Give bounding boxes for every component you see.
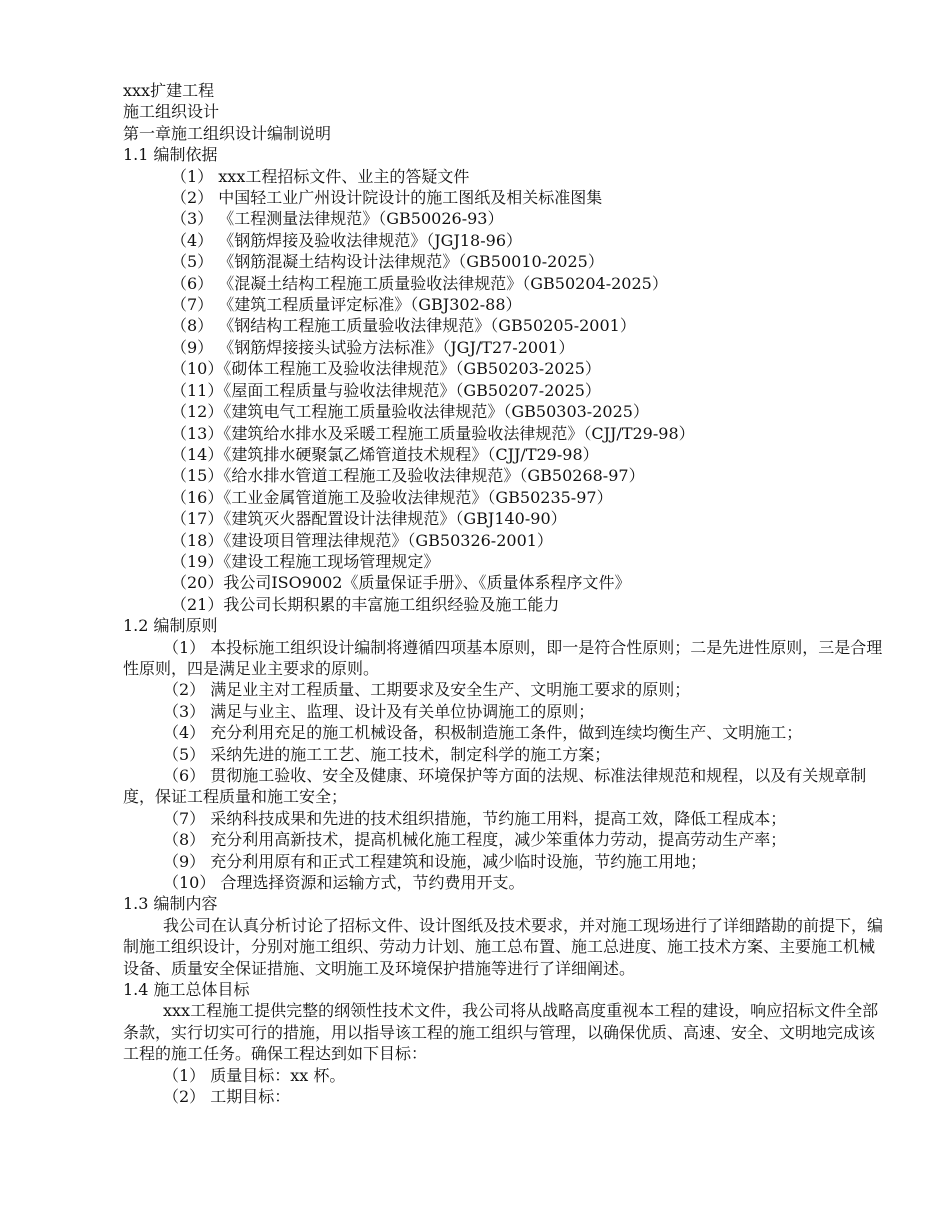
basis-item: （9） 《钢筋焊接接头试验方法标准》（JGJ/T27-2001）	[171, 337, 575, 357]
basis-item: （20）我公司ISO9002《质量保证手册》、《质量体系程序文件》	[171, 573, 631, 593]
document-title: 施工组织设计	[123, 102, 220, 122]
basis-item: （16）《工业金属管道施工及验收法律规范》（GB50235-97）	[171, 487, 613, 507]
basis-item: （2） 中国轻工业广州设计院设计的施工图纸及相关标准图集	[171, 188, 603, 208]
principle-item: （9） 充分利用原有和正式工程建筑和设施，减少临时设施，节约施工用地；	[163, 851, 707, 871]
basis-item: （5） 《钢筋混凝土结构设计法律规范》（GB50010-2025）	[171, 252, 604, 272]
basis-item: （17）《建筑灭火器配置设计法律规范》（GBJ140-90）	[171, 509, 567, 529]
principle-item: （10） 合理选择资源和运输方式，节约费用开支。	[163, 873, 525, 893]
basis-item: （11）《屋面工程质量与验收法律规范》（GB50207-2025）	[171, 380, 601, 400]
basis-item: （19）《建设工程施工现场管理规定》	[171, 551, 440, 571]
basis-item: （15）《给水排水管道工程施工及验收法律规范》（GB50268-97）	[171, 466, 645, 486]
section-heading-1-4: 1.4 施工总体目标	[123, 980, 250, 1000]
project-title: xxx扩建工程	[123, 81, 215, 100]
principle-item: （5） 采纳先进的施工工艺、施工技术，制定科学的施工方案；	[163, 744, 611, 764]
basis-item: （1） xxx工程招标文件、业主的答疑文件	[171, 166, 470, 186]
basis-item: （14）《建筑排水硬聚氯乙烯管道技术规程》（CJJ/T29-98）	[171, 444, 599, 464]
basis-item: （21）我公司长期积累的丰富施工组织经验及施工能力	[171, 594, 560, 614]
principle-item: （8） 充分利用高新技术，提高机械化施工程度，减少笨重体力劳动，提高劳动生产率；	[163, 830, 787, 850]
basis-item: （3） 《工程测量法律规范》（GB50026-93）	[171, 209, 504, 229]
principle-item: （2） 满足业主对工程质量、工期要求及安全生产、文明施工要求的原则；	[163, 680, 691, 700]
basis-item: （12）《建筑电气工程施工质量验收法律规范》（GB50303-2025）	[171, 402, 649, 422]
basis-item: （8） 《钢结构工程施工质量验收法律规范》（GB50205-2001）	[171, 316, 636, 336]
principle-item: （3） 满足与业主、监理、设计及有关单位协调施工的原则；	[163, 701, 595, 721]
basis-item: （18）《建设项目管理法律规范》（GB50326-2001）	[171, 530, 553, 550]
basis-item: （4） 《钢筋焊接及验收法律规范》（JGJ18-96）	[171, 230, 523, 250]
goal-item: （1） 质量目标：xx 杯。	[163, 1065, 346, 1085]
goal-item: （2） 工期目标：	[163, 1087, 291, 1107]
principle-item: （4） 充分利用充足的施工机械设备，积极制造施工条件，做到连续均衡生产、文明施工；	[163, 723, 803, 743]
chapter-title: 第一章施工组织设计编制说明	[123, 123, 332, 143]
section-heading-1-1: 1.1 编制依据	[123, 145, 218, 165]
document-body	[123, 80, 883, 1108]
section-heading-1-2: 1.2 编制原则	[123, 616, 218, 636]
basis-item: （7） 《建筑工程质量评定标准》（GBJ302-88）	[171, 295, 522, 315]
principle-item: （1） 本投标施工组织设计编制将遵循四项基本原则，即一是符合性原则；二是先进性原则，三是合理性原则，四是满足业主要求的原则。	[123, 637, 883, 678]
basis-item: （13）《建筑给水排水及采暖工程施工质量验收法律规范》（CJJ/T29-98）	[171, 423, 695, 443]
goal-paragraph: xxx工程施工提供完整的纲领性技术文件，我公司将从战略高度重视本工程的建设，响应招标文件全部条款，实行切实可行的措施，用以指导该工程的施工组织与管理，以确保优质、高速、安全、文明地完成该工程的施工任务。确保工程达到如下目标：	[123, 1001, 879, 1064]
principle-item: （7） 采纳科技成果和先进的技术组织措施，节约施工用料，提高工效，降低工程成本；	[163, 808, 787, 828]
principle-item: （6） 贯彻施工验收、安全及健康、环境保护等方面的法规、标准法律规范和规程，以及有关规章制度，保证工程质量和施工安全；	[123, 766, 867, 807]
basis-item: （6） 《混凝土结构工程施工质量验收法律规范》（GB50204-2025）	[171, 273, 668, 293]
basis-item: （10）《砌体工程施工及验收法律规范》（GB50203-2025）	[171, 359, 601, 379]
section-heading-1-3: 1.3 编制内容	[123, 894, 218, 914]
content-paragraph: 我公司在认真分析讨论了招标文件、设计图纸及技术要求，并对施工现场进行了详细踏勘的前提下，编制施工组织设计，分别对施工组织、劳动力计划、施工总布置、施工总进度、施工技术方案、主要施工机械设备、质量安全保证措施、文明施工及环境保护措施等进行了详细阐述。	[123, 915, 884, 978]
